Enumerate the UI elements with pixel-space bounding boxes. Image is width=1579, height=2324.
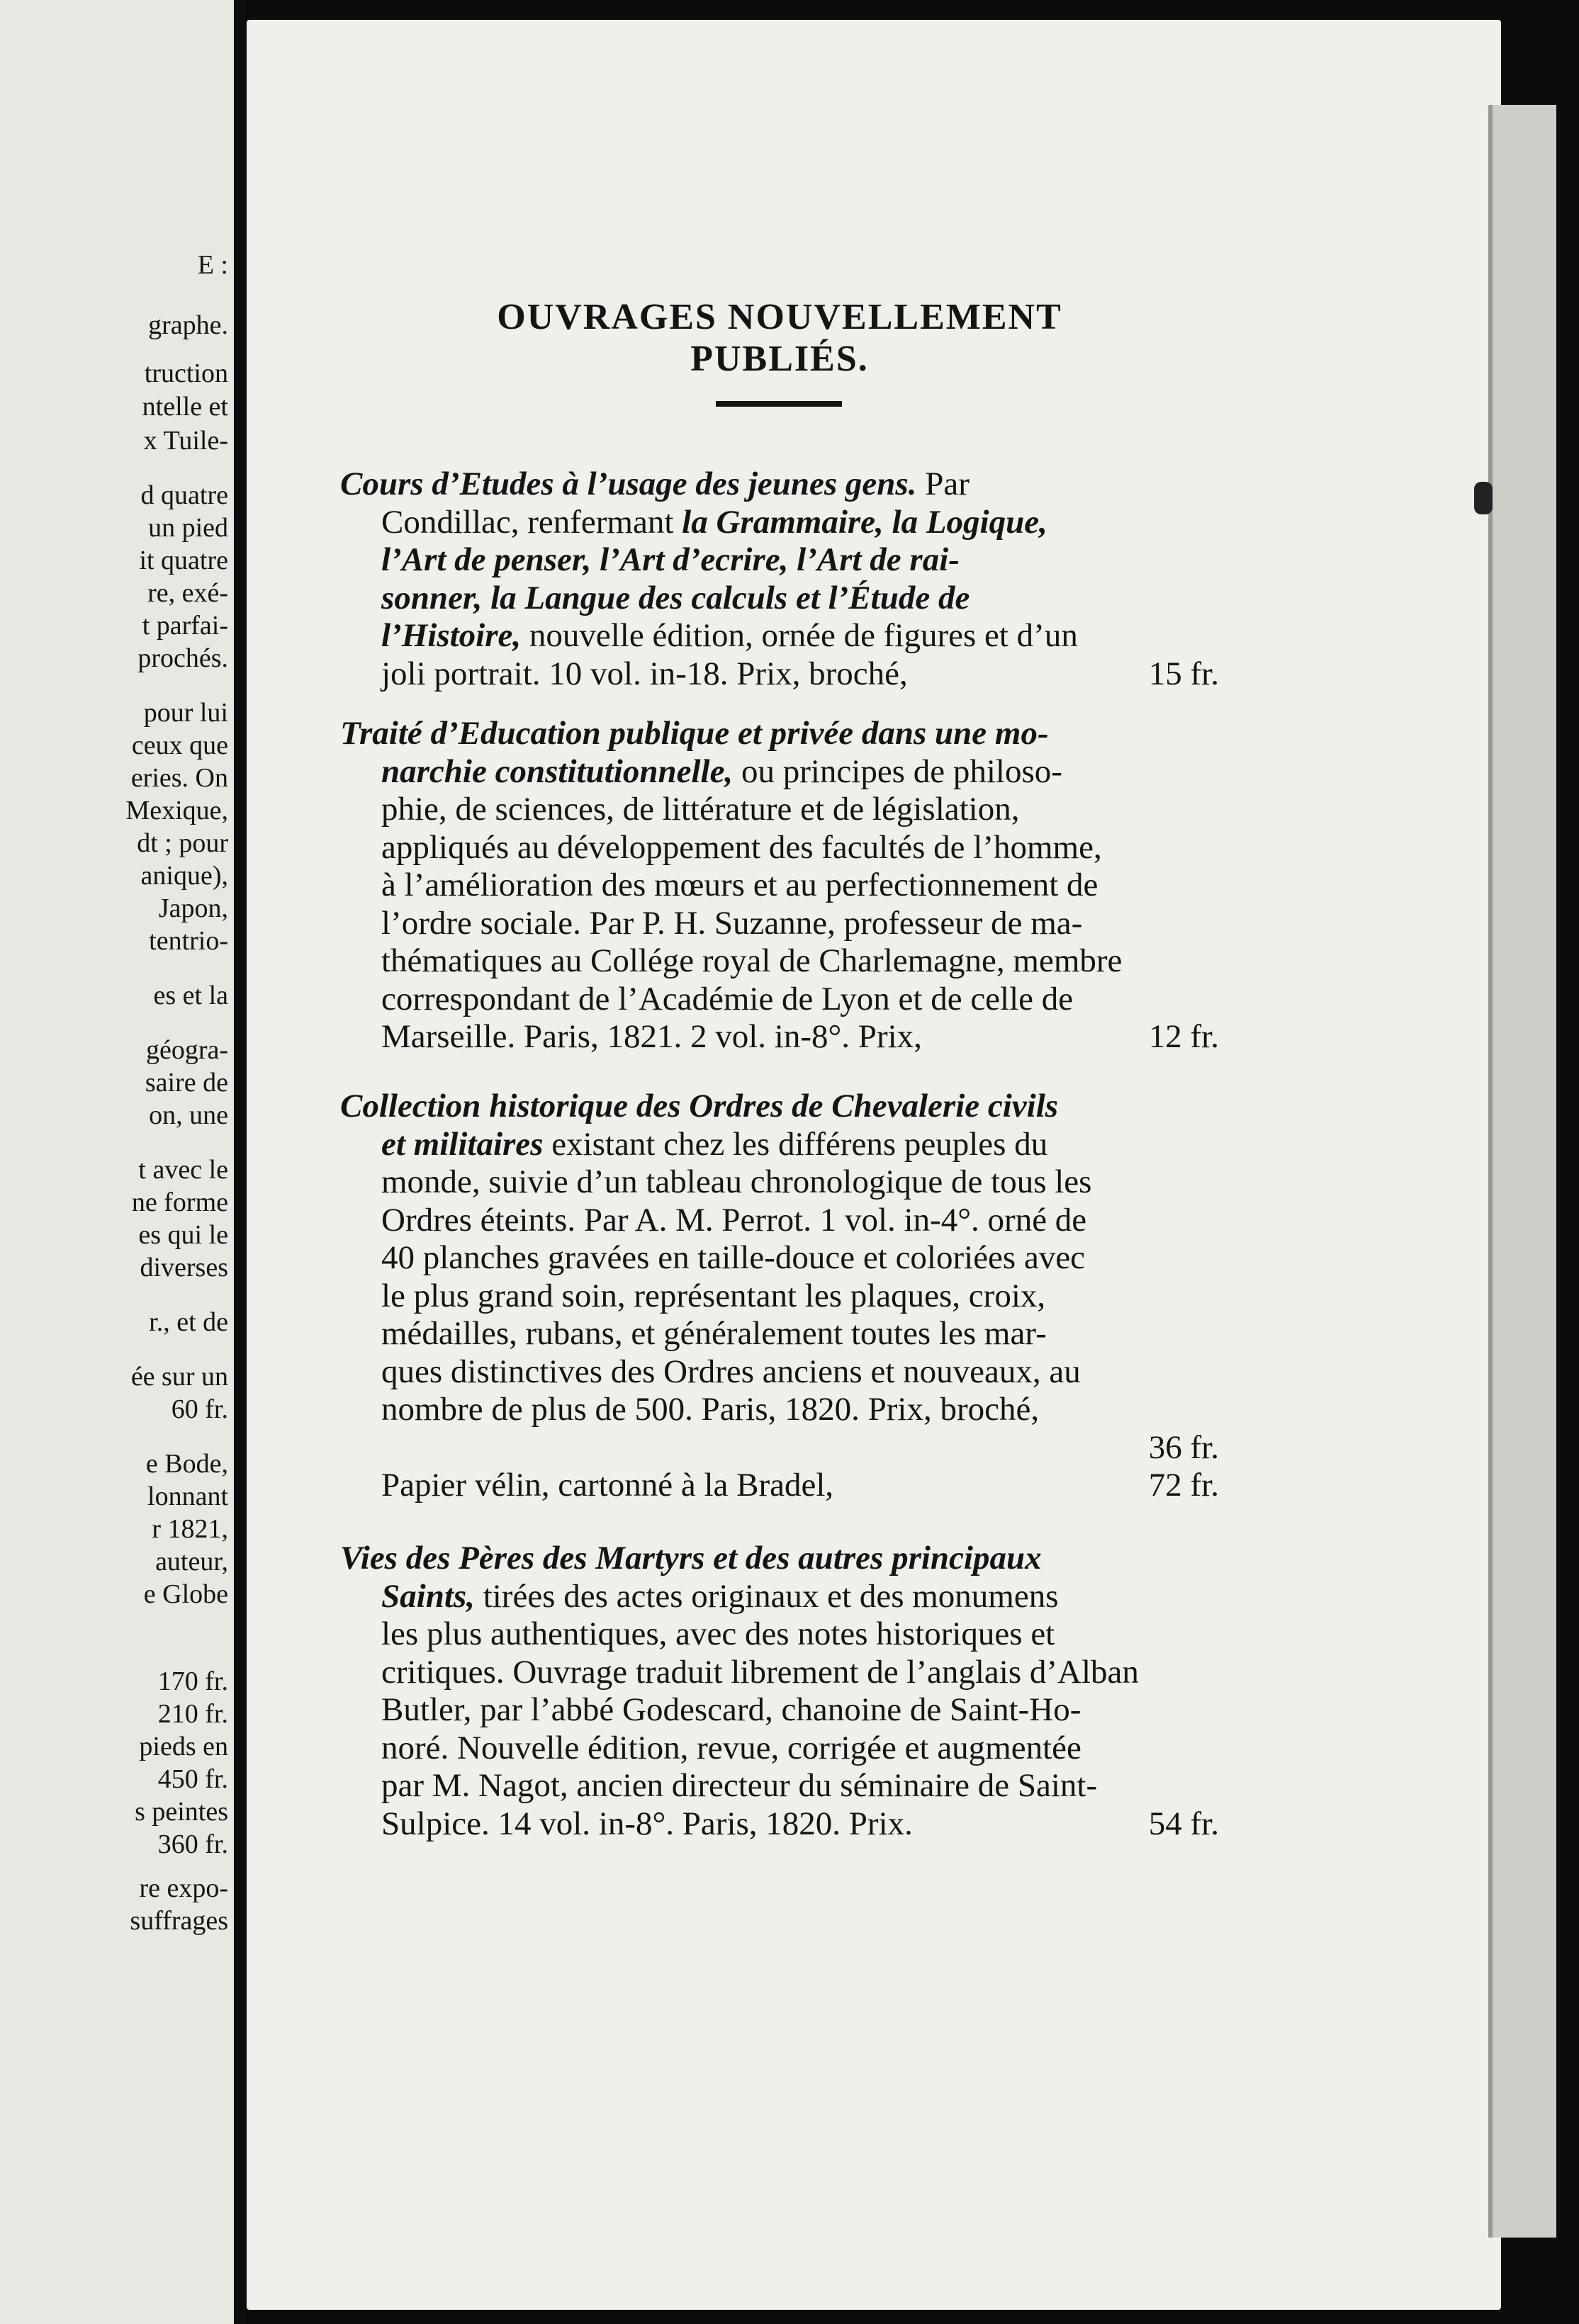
entry-text: joli portrait. 10 vol. in-18. Prix, broché, [381,655,908,692]
entry-text: existant chez les différens peuples du [543,1125,1048,1163]
entry-line [381,1020,1219,1054]
entry-line [381,1355,1219,1389]
left-page-line: ne forme [131,1188,228,1217]
left-page-line: dt ; pour [137,828,228,858]
left-page-line: saire de [145,1068,228,1098]
entry-text: Papier vélin, cartonné à la Bradel, [381,1467,834,1504]
entry-line [381,503,1219,541]
entry-text: par M. Nagot, ancien directeur du séminaire de Saint- [381,1767,1098,1804]
page-title: OUVRAGES NOUVELLEMENT PUBLIÉS. [497,297,1062,379]
entry-line [381,619,1219,653]
left-page-line: t avec le [138,1155,228,1185]
left-page-line: t parfai- [142,611,228,641]
entry-line [381,793,1219,826]
entry-title-text: Cours d’Etudes à l’usage des jeunes gens. [340,466,917,502]
entry-text: 40 planches gravées en taille-douce et coloriées avec [381,1239,1086,1276]
entry-text: critiques. Ouvrage traduit librement de l’anglais d’Alban [381,1653,1139,1691]
left-page-line: géogra- [145,1035,228,1065]
entry-text: Par [916,466,970,502]
left-page-line: re, exé- [147,578,228,608]
left-page-fragment [0,0,234,2324]
entry-text: appliqués au développement des facultés de l’homme, [381,828,1102,866]
entry-text: l’ordre sociale. Par P. H. Suzanne, professeur de ma- [381,904,1083,942]
entry-text: Butler, par l’abbé Godescard, chanoine de Saint-Ho- [381,1691,1081,1728]
entry-line [381,1615,1219,1652]
entry-line [381,655,1219,692]
page-edge [1488,105,1556,2238]
left-page-line: eries. On [130,763,228,793]
entry-title-text: narchie constitutionnelle, [381,752,734,790]
entry-text: ou principes de philoso- [733,752,1062,790]
entry-line [381,1317,1219,1350]
left-page-line: anique), [140,861,228,891]
left-page-line: r., et de [149,1307,228,1337]
entry-title-text: Saints, [381,1577,475,1615]
left-page-line: 210 fr. [157,1699,228,1729]
left-page-line: e Globe [143,1579,228,1609]
left-page-line: s peintes [135,1797,228,1827]
left-page-line: 170 fr. [157,1666,228,1696]
entry-line [381,1393,1219,1426]
left-page-line: lonnant [147,1482,228,1511]
left-page-line: r 1821, [152,1514,228,1544]
left-page-line: pour lui [143,698,228,728]
entry-title-text: Traité d’Education publique et privée dans une mo- [340,715,1049,752]
left-page-line: on, une [149,1100,228,1130]
entry-text: nouvelle édition, ornée de figures et d’un [521,617,1078,654]
entry-price: 15 fr. [1148,655,1219,692]
left-page-line: tentrio- [149,926,228,956]
left-page-line: 60 fr. [171,1394,228,1424]
page-gutter [234,0,247,2324]
entry-line [381,904,1219,942]
entry-line [381,944,1219,978]
entry-price: 36 fr. [1148,1428,1219,1466]
entry-text: à l’amélioration des mœurs et au perfectionnement de [381,867,1098,903]
entry-title-text: Vies des Pères des Martyrs et des autres principaux [340,1540,1042,1576]
entry-line [381,1577,1219,1615]
entry-title-text: et militaires [381,1125,544,1163]
left-page-line: it quatre [139,546,228,575]
left-page-line: es qui le [138,1220,228,1250]
entry-title-text: l’Art de penser, l’Art d’ecrire, l’Art de rai- [381,541,960,578]
entry-text: correspondant de l’Académie de Lyon et de celle de [381,980,1074,1017]
left-page-line: re expo- [139,1873,228,1903]
entry-price: 72 fr. [1148,1467,1219,1504]
entry-line [381,1125,1219,1163]
left-page-line: e Bode, [145,1449,228,1479]
entry-text: noré. Nouvelle édition, revue, corrigée et augmentée [381,1729,1081,1766]
entry-line [340,468,1219,501]
left-page-line: un pied [148,513,228,543]
entry-text: monde, suivie d’un tableau chronologique de tous les [381,1163,1092,1200]
entry-line [381,752,1219,790]
entry-line [340,1090,1219,1123]
entry-text: phie, de sciences, de littérature et de législation, [381,791,1020,828]
entry-title-text: Collection historique des Ordres de Chevalerie civils [340,1088,1059,1124]
entry-price: 12 fr. [1148,1018,1219,1055]
entry-line [340,717,1219,750]
entry-line [381,1653,1219,1691]
entry-text: le plus grand soin, représentant les plaques, croix, [381,1277,1046,1314]
left-page-line: Japon, [158,893,228,923]
left-page-line: diverses [140,1253,228,1282]
entry-line [381,869,1219,902]
entry-line [381,1201,1219,1239]
left-page-line: x Tuile- [143,426,228,456]
entry-line [381,1807,1219,1841]
entry-text: Sulpice. 14 vol. in-8°. Paris, 1820. Prix. [381,1805,913,1842]
entry-price: 54 fr. [1148,1805,1219,1842]
left-page-line: graphe. [148,310,228,340]
left-page-line: pieds en [139,1732,228,1761]
entry-line [381,1469,1219,1502]
entry-title-text: sonner, la Langue des calculs et l’Étude de [381,579,970,616]
entry-line [340,1542,1219,1575]
entry-line [381,1769,1219,1803]
entry-title-text: la Grammaire, la Logique, [682,503,1047,541]
entry-line [381,579,1219,616]
entry-line [381,543,1219,577]
entry-title-text: l’Histoire, [381,617,522,654]
entry-text: nombre de plus de 500. Paris, 1820. Prix, broché, [381,1391,1040,1428]
entry-text: médailles, rubans, et généralement toutes les mar- [381,1315,1047,1352]
left-page-line: d quatre [140,480,228,510]
entry-line [381,1163,1219,1200]
page-edge-mark [1474,482,1493,514]
entry-line [381,1241,1219,1275]
left-page-line: ntelle et [142,392,228,422]
entry-line [381,1693,1219,1727]
left-page-line: ée sur un [130,1362,228,1392]
entry-text: ques distinctives des Ordres anciens et nouveaux, au [381,1353,1081,1390]
left-page-line: truction [144,359,228,388]
left-page-line: ceux que [131,731,228,760]
left-page-line: 360 fr. [157,1829,228,1859]
entry-line [381,1277,1219,1314]
left-page-line: prochés. [137,643,228,673]
left-page-line: es et la [153,981,228,1010]
entry-text: tirées des actes originaux et des monumens [474,1577,1059,1615]
entry-text: Condillac, renfermant [381,503,682,541]
left-page-line: suffrages [130,1906,228,1936]
left-page-line: E : [197,250,228,280]
entry-text: les plus authentiques, avec des notes historiques et [381,1615,1055,1652]
entry-line [381,980,1219,1017]
left-page-line: Mexique, [125,796,228,825]
left-page-line: auteur, [155,1547,228,1576]
left-page-line: 450 fr. [157,1764,228,1794]
entry-text: thématiques au Collége royal de Charlemagne, membre [381,942,1123,979]
entry-line [381,828,1219,866]
entry-line [381,1729,1219,1766]
entry-text: Marseille. Paris, 1821. 2 vol. in-8°. Prix, [381,1018,922,1055]
entry-text: Ordres éteints. Par A. M. Perrot. 1 vol. in-4°. orné de [381,1201,1087,1239]
title-rule [716,401,842,407]
